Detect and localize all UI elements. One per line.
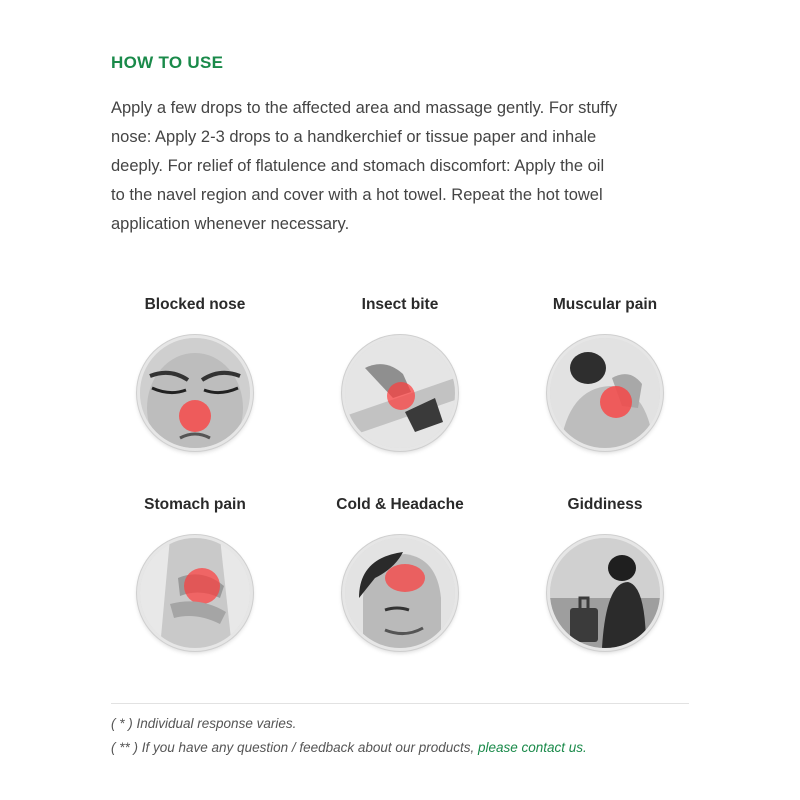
instructions-line: to the navel region and cover with a hot towel. Repeat the hot towel [111,186,603,204]
instructions-line: Apply a few drops to the affected area and massage gently. For stuffy [111,99,618,117]
note-individual-response: ( * ) Individual response varies. [111,716,297,731]
how-to-use-heading: HOW TO USE [111,53,224,72]
instructions-line: nose: Apply 2-3 drops to a handkerchief or tissue paper and inhale [111,128,597,146]
condition-giddiness [505,493,705,651]
blocked-nose-photo [137,335,253,451]
condition-label: Giddiness [567,496,643,513]
condition-label: Blocked nose [144,296,246,313]
note-feedback [111,740,587,755]
condition-label: Insect bite [361,296,439,313]
condition-muscular-pain [505,293,705,451]
cold-headache-photo [342,535,458,651]
notes-divider [111,703,689,704]
condition-stomach-pain [95,493,295,651]
condition-label: Muscular pain [552,296,658,313]
condition-cold-headache [300,493,500,651]
condition-label: Stomach pain [144,496,246,513]
condition-insect-bite [300,293,500,451]
instructions-paragraph [111,94,711,239]
instructions-line: deeply. For relief of flatulence and stomach discomfort: Apply the oil [111,157,605,175]
condition-blocked-nose [95,293,295,451]
giddiness-photo [547,535,663,651]
condition-label: Cold & Headache [336,496,464,513]
stomach-pain-photo [137,535,253,651]
insect-bite-photo [342,335,458,451]
note-feedback-text: ( ** ) If you have any question / feedback about our products, [111,740,478,755]
instructions-line: application whenever necessary. [111,215,350,233]
muscular-pain-photo [547,335,663,451]
contact-us-link[interactable]: please contact us. [477,740,587,755]
